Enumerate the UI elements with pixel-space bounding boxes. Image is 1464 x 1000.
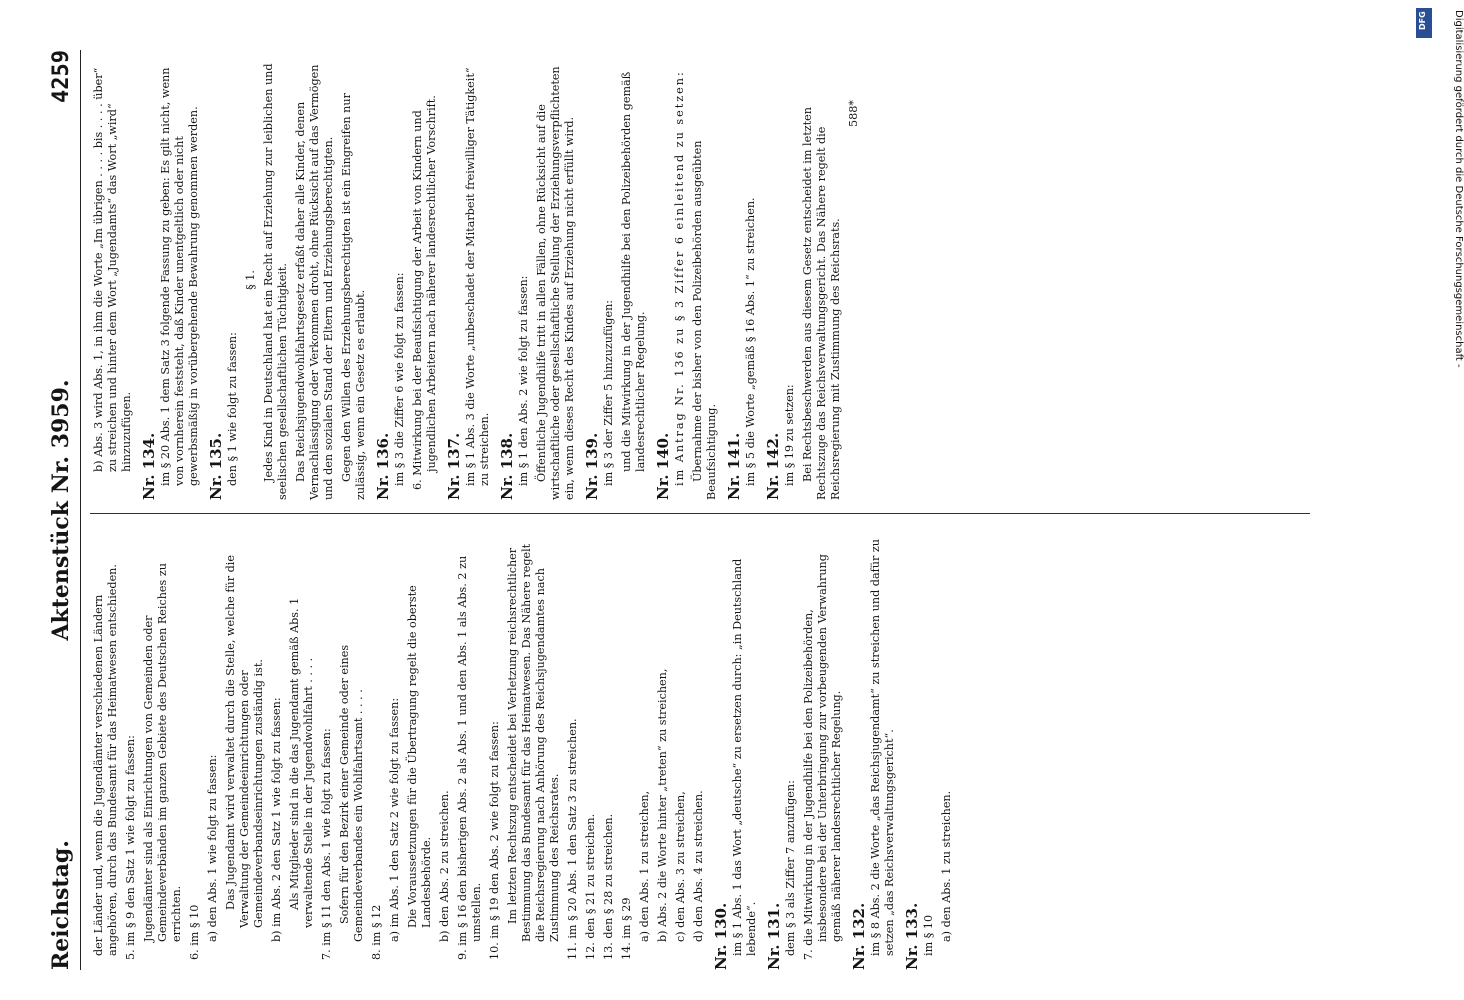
column-separator bbox=[90, 513, 1310, 514]
paragraph: im § 5 die Worte „gemäß § 16 Abs. 1“ zu streichen. bbox=[744, 197, 757, 486]
paragraph: Das Reichsjugendwohlfahrtsgesetz erfaßt daher alle Kinder, denen Vernachlässigung oder Verkommen droht, ohne Rücksicht auf das Vermögen und den sozialen Stand der Eltern und Erziehungsberechtigten. bbox=[294, 64, 335, 500]
paragraph: Gegen den Willen des Erziehungsberechtigten ist ein Eingreifen nur zulässig, wenn ein Gesetz es erlaubt. bbox=[340, 93, 367, 500]
dfg-logo: DFG bbox=[1416, 8, 1432, 38]
motion-number: Nr. 131. bbox=[765, 902, 783, 970]
paragraph: b) Abs. 2 die Worte hinter „treten“ zu streichen, bbox=[656, 668, 669, 942]
paragraph: 7. die Mitwirkung in der Jugendhilfe bei den Polizeibehörden, insbesondere bei der Unterbringung zur vorbeugenden Verwahrung gemäß näherer landesrechtlicher Regelung. bbox=[802, 554, 843, 960]
paragraph: Bei Rechtsbeschwerden aus diesem Gesetz entscheidet im letzten Rechtszuge das Reichsverwaltungsgericht. Das Nähere regelt die Reichsregierung mit Zustimmung des Reichsrats. bbox=[801, 107, 842, 500]
paragraph: 5. im § 9 den Satz 1 wie folgt zu fassen: bbox=[124, 735, 137, 960]
rotated-document-page bbox=[40, 50, 1340, 970]
motion-number: Nr. 134. bbox=[140, 432, 158, 500]
motion-number: Nr. 142. bbox=[764, 432, 782, 500]
paragraph: a) den Abs. 1 zu streichen, bbox=[638, 790, 651, 942]
paragraph: Jugendämter sind als Einrichtungen von Gemeinden oder Gemeindeverbänden im ganzen Gebiete des Deutschen Reiches zu errichten. bbox=[142, 563, 183, 942]
motion-number: Nr. 137. bbox=[445, 432, 463, 500]
paragraph: § 1. bbox=[244, 270, 257, 290]
left-column bbox=[92, 530, 958, 970]
paragraph: b) im Abs. 2 den Satz 1 wie folgt zu fassen: bbox=[270, 697, 283, 942]
paragraph: Öffentliche Jugendhilfe tritt in allen Fällen, ohne Rücksicht auf die wirtschaftliche oder gesellschaftliche Stellung der Erziehungsverpflichteten ein, wenn dieses Recht des Kindes auf Erziehung nicht erfüllt wird. bbox=[535, 66, 576, 500]
paragraph: Als Mitglieder sind in die das Jugendamt gemäß Abs. 1 verwaltende Stelle in der Jugendwohlfahrt . . . . bbox=[288, 597, 315, 928]
paragraph: Sofern für den Bezirk einer Gemeinde oder eines Gemeindeverbandes ein Wohlfahrtsamt . . . . bbox=[338, 644, 365, 942]
paragraph: der Länder und, wenn die Jugendämter verschiedenen Ländern angehören, durch das Bundesamt für das Heimatwesen entschieden. bbox=[92, 564, 119, 956]
paragraph: 13. den § 28 zu streichen. bbox=[602, 813, 615, 960]
paragraph: a) den Abs. 1 wie folgt zu fassen: bbox=[206, 754, 219, 942]
paragraph: Im letzten Rechtszug entscheidet bei Verletzung reichsrechtlicher Bestimmung das Bundesamt für das Heimatwesen. Das Nähere regelt die Reichsregierung nach Anhörung des Reichsjugendamtes nach Zustimmung des Reichsrates. bbox=[506, 543, 561, 942]
digitization-note: Digitalisierung gefördert durch die Deutsche Forschungsgemeinschaft - bbox=[1453, 10, 1464, 368]
paragraph: 6. Mitwirkung bei der Beaufsichtigung der Arbeit von Kindern und jugendlichen Arbeitern nach näherer landesrechtlicher Vorschrift. bbox=[411, 95, 438, 490]
paragraph: im § 8 Abs. 2 die Worte „das Reichsjugendamt“ zu streichen und dafür zu setzen „das Reichsverwaltungsgericht“. bbox=[869, 539, 896, 956]
paragraph: im § 1 den Abs. 2 wie folgt zu fassen: bbox=[517, 275, 530, 486]
header-center: Aktenstück Nr. 3959. bbox=[48, 379, 74, 641]
paragraph: und die Mitwirkung in der Jugendhilfe bei den Polizeibehörden gemäß landesrechtlicher Regelung. bbox=[620, 71, 647, 472]
paragraph: c) den Abs. 3 zu streichen, bbox=[674, 791, 687, 942]
motion-number: Nr. 130. bbox=[712, 902, 730, 970]
paragraph: Die Voraussetzungen für die Übertragung regelt die oberste Landesbehörde. bbox=[406, 585, 433, 928]
paragraph: im § 20 Abs. 1 dem Satz 3 folgende Fassung zu geben: Es gilt nicht, wenn von vornherein feststeht, daß Kinder unentgeltlich oder nicht gewerbsmäßig in vorübergehende Bewahrung genommen werden. bbox=[159, 67, 200, 486]
paragraph: im § 1 Abs. 3 die Worte „unbeschadet der Mitarbeit freiwilliger Tätigkeit“ zu streichen. bbox=[464, 67, 491, 486]
paragraph: 7. im § 11 den Abs. 1 wie folgt zu fassen: bbox=[320, 728, 333, 960]
motion-number: Nr. 141. bbox=[725, 432, 743, 500]
paragraph: dem § 3 als Ziffer 7 anzufügen: bbox=[784, 780, 797, 956]
paragraph: d) den Abs. 4 zu streichen. bbox=[692, 790, 705, 942]
paragraph: 588* bbox=[847, 100, 860, 127]
paragraph: den § 1 wie folgt zu fassen: bbox=[226, 332, 239, 486]
paragraph: im § 3 der Ziffer 5 hinzuzufügen: bbox=[602, 299, 615, 486]
motion-number: Nr. 135. bbox=[207, 432, 225, 500]
page-number: 4259 bbox=[49, 50, 74, 103]
motion-number: Nr. 138. bbox=[498, 432, 516, 500]
paragraph: im § 3 die Ziffer 6 wie folgt zu fassen: bbox=[393, 272, 406, 486]
motion-number: Nr. 140. bbox=[654, 432, 672, 500]
paragraph: 14. im § 29 bbox=[620, 897, 633, 960]
paragraph: a) im Abs. 1 den Satz 2 wie folgt zu fassen: bbox=[388, 697, 401, 942]
motion-number: Nr. 139. bbox=[583, 432, 601, 500]
paragraph: im Antrag Nr. 136 zu § 3 Ziffer 6 einleitend zu setzen: bbox=[673, 70, 686, 486]
paragraph: 8. im § 12 bbox=[370, 904, 383, 960]
paragraph: im § 1 Abs. 1 das Wort „deutsche“ zu ersetzen durch: „in Deutschland lebende“. bbox=[731, 558, 758, 956]
page-header bbox=[40, 50, 81, 970]
paragraph: im § 10 bbox=[922, 914, 935, 956]
paragraph: b) Abs. 3 wird Abs. 1, in ihm die Worte „Im übrigen . . . . bis . . . . über“ zu streichen und hinter dem Wort „Jugendamts“ das Wort „wird“ hinzuzufügen. bbox=[92, 67, 133, 472]
paragraph: im § 19 zu setzen: bbox=[783, 384, 796, 486]
header-left: Reichstag. bbox=[48, 840, 74, 970]
paragraph: Jedes Kind in Deutschland hat ein Recht auf Erziehung zur leiblichen und seelischen gesellschaftlichen Tüchtigkeit. bbox=[262, 63, 289, 500]
motion-number: Nr. 132. bbox=[850, 902, 868, 970]
paragraph: Das Jugendamt wird verwaltet durch die Stelle, welche für die Verwaltung der Gemeindeeinrichtungen oder Gemeindeverbandseinrichtungen zuständig ist. bbox=[224, 555, 265, 928]
motion-number: Nr. 136. bbox=[374, 432, 392, 500]
paragraph: 6. im § 10 bbox=[188, 904, 201, 960]
right-column bbox=[92, 60, 865, 500]
paragraph: 10. im § 19 den Abs. 2 wie folgt zu fassen: bbox=[488, 721, 501, 960]
paragraph: a) den Abs. 1 zu streichen. bbox=[940, 790, 953, 942]
paragraph: Übernahme der bisher von den Polizeibehörden ausgeübten Beaufsichtigung. bbox=[691, 140, 718, 500]
paragraph: b) den Abs. 2 zu streichen. bbox=[438, 790, 451, 942]
paragraph: 11. im § 20 Abs. 1 den Satz 3 zu streichen. bbox=[566, 718, 579, 960]
paragraph: 9. im § 16 den bisherigen Abs. 2 als Abs. 1 und den Abs. 1 als Abs. 2 zu umstellen. bbox=[456, 555, 483, 960]
paragraph: 12. den § 21 zu streichen. bbox=[584, 813, 597, 960]
motion-number: Nr. 133. bbox=[903, 902, 921, 970]
